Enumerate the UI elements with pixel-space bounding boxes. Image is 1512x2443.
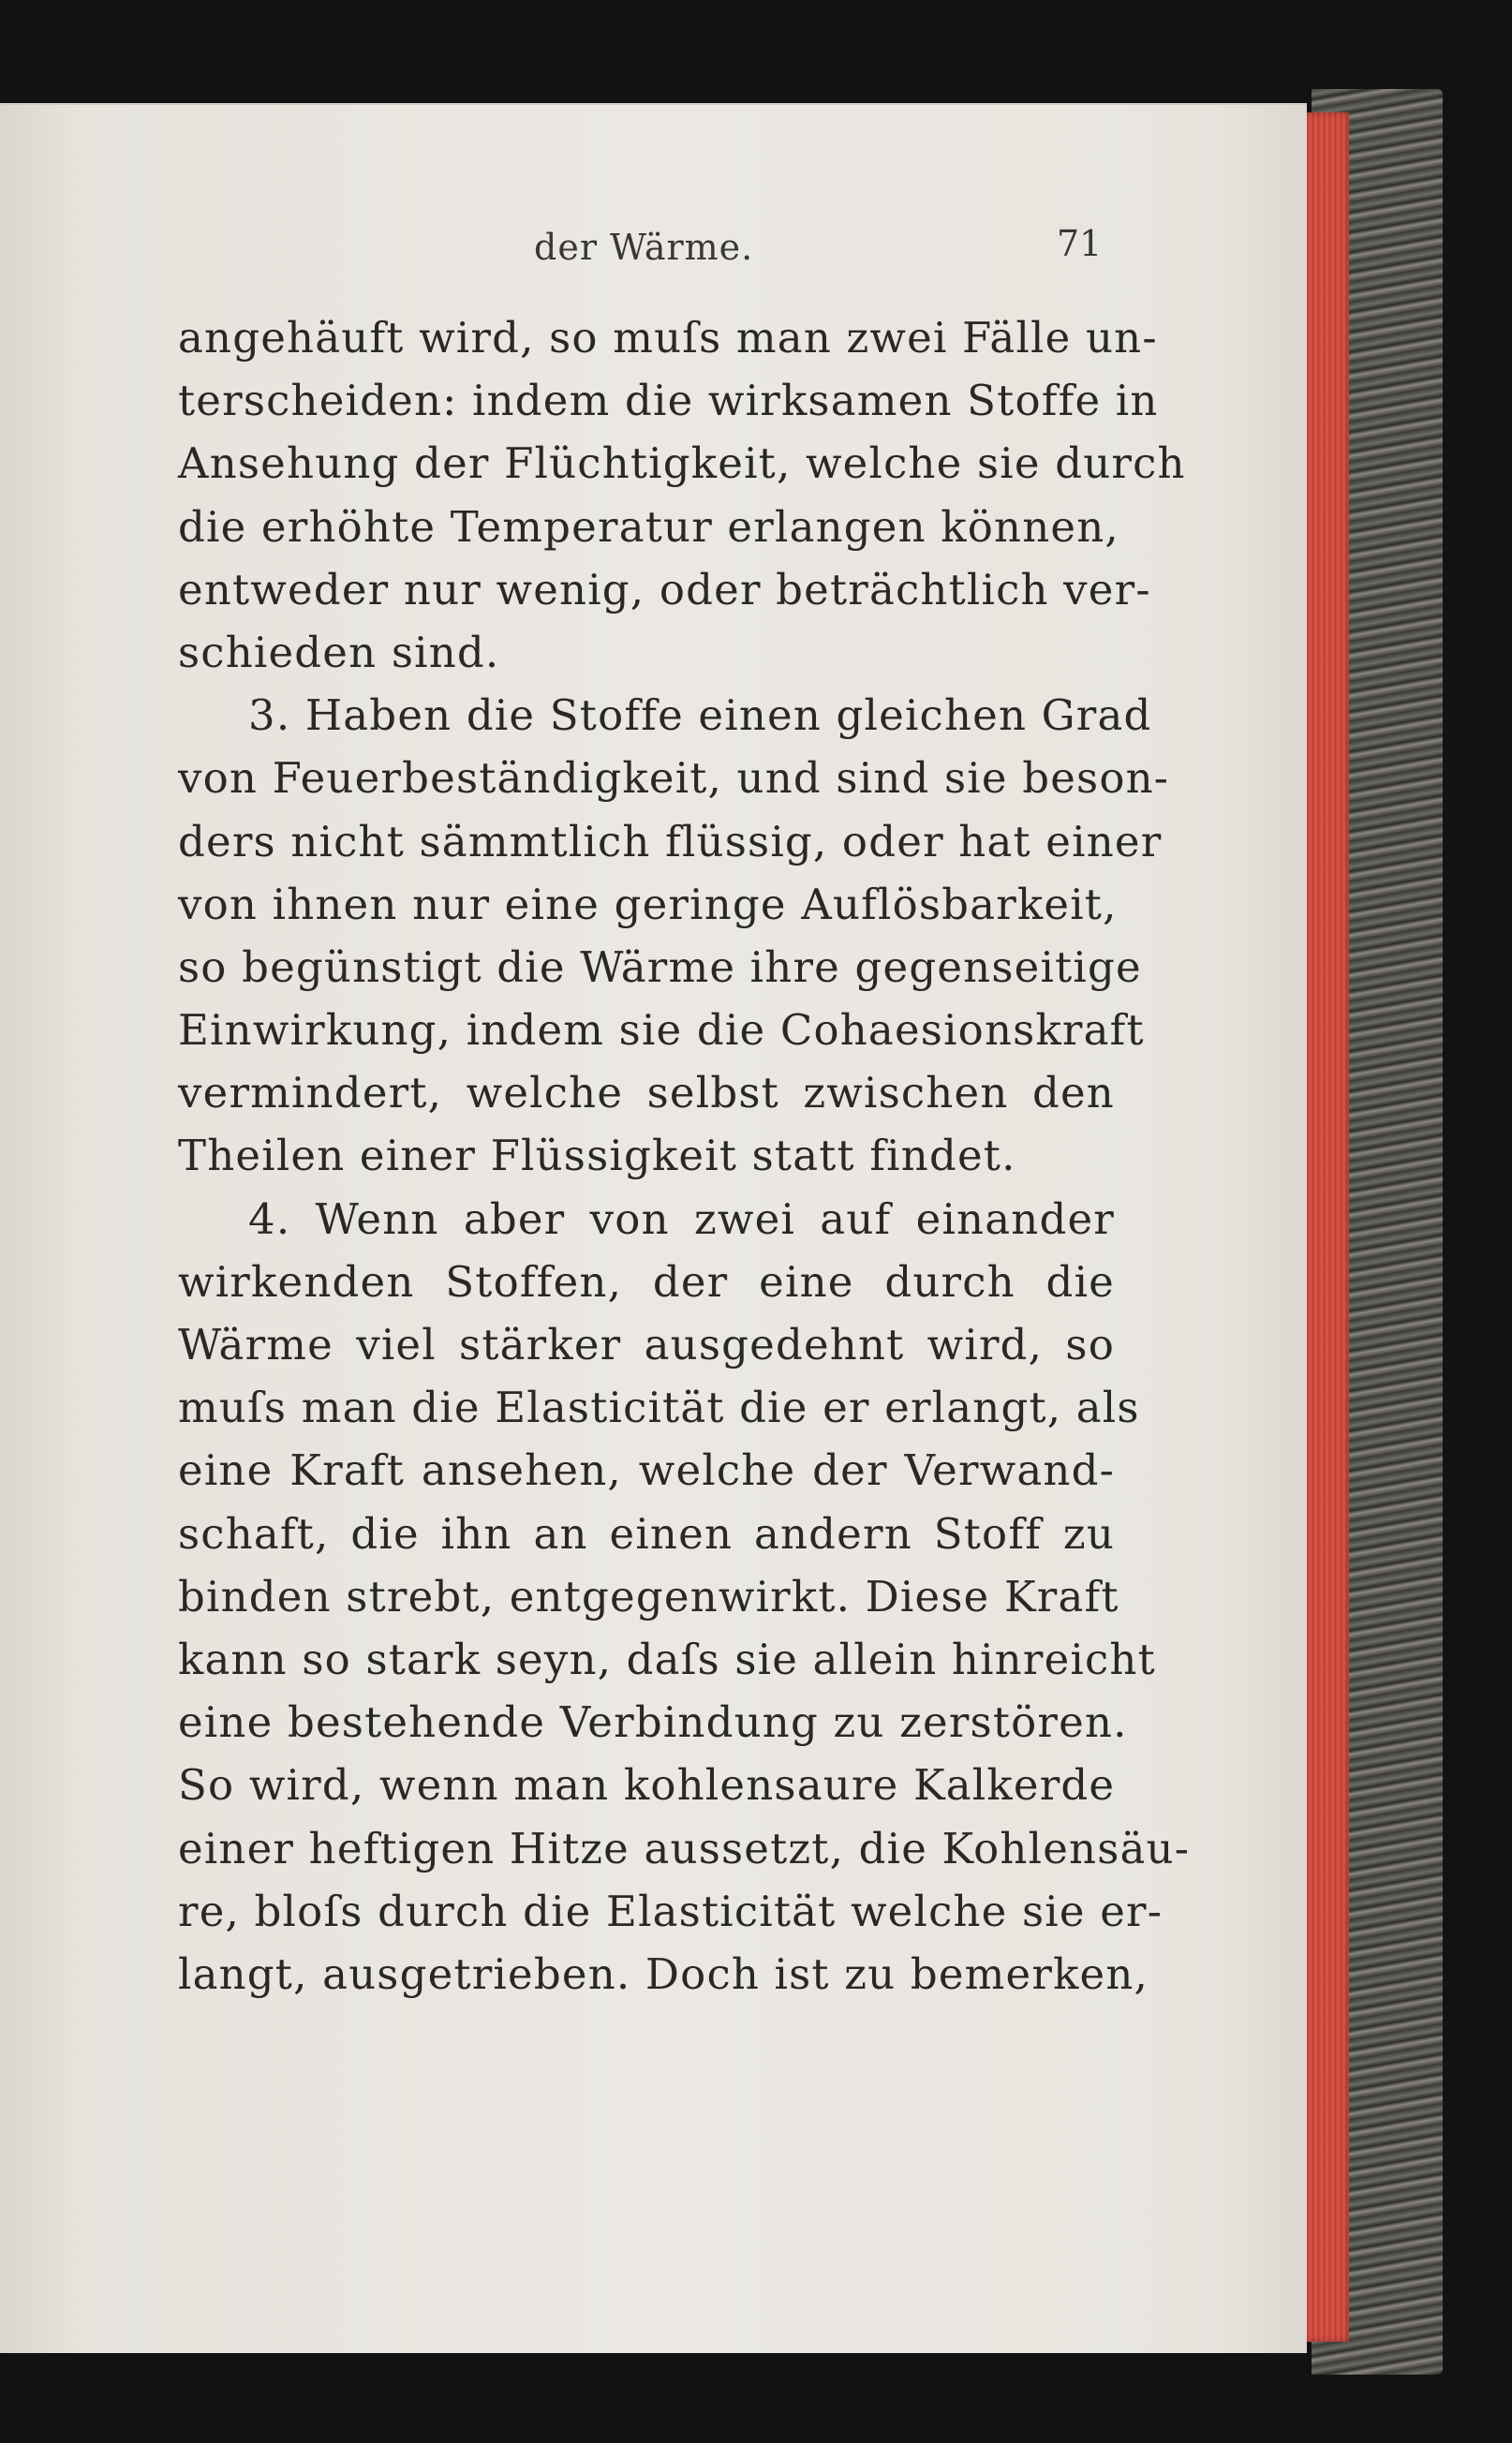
running-head: der Wärme.: [534, 227, 754, 268]
text-line: von ihnen nur eine geringe Auflösbarkeit,: [178, 879, 1118, 929]
text-line: binden strebt, entgegenwirkt. Diese Kraft: [178, 1571, 1119, 1621]
text-line: Einwirkung, indem sie die Cohaesionskraft: [178, 1005, 1145, 1056]
body-text: [178, 306, 1191, 2006]
text-line: muſs man die Elasticität die er erlangt, als: [178, 1383, 1140, 1433]
text-line: so begünstigt die Wärme ihre gegenseitige: [178, 941, 1142, 992]
text-line: einer heftigen Hitze aussetzt, die Kohlensäu-: [178, 1823, 1191, 1873]
text-line: schieden sind.: [178, 627, 500, 677]
text-line: Ansehung der Flüchtigkeit, welche sie durch: [178, 438, 1186, 489]
text-line: re, bloſs durch die Elasticität welche sie er-: [178, 1886, 1164, 1936]
page-number: 71: [1057, 223, 1103, 264]
text-line: entweder nur wenig, oder beträchtlich ver-: [178, 564, 1151, 614]
text-line: angehäuft wird, so muſs man zwei Fälle un-: [178, 313, 1158, 363]
text-line: von Feuerbeständigkeit, und sind sie beson-: [178, 753, 1170, 804]
page-header: [0, 223, 1307, 283]
text-line: langt, ausgetrieben. Doch ist zu bemerken,: [178, 1948, 1149, 1999]
text-line: kann so stark seyn, daſs sie allein hinreicht: [178, 1634, 1156, 1684]
text-line: terscheiden: indem die wirksamen Stoffe in: [178, 376, 1159, 426]
text-line: 4. Wenn aber von zwei auf einander: [248, 1193, 1115, 1244]
text-line: Theilen einer Flüssigkeit statt findet.: [178, 1131, 1016, 1181]
text-line: eine Kraft ansehen, welche der Verwand-: [178, 1445, 1115, 1496]
text-line: So wird, wenn man kohlensaure Kalkerde: [178, 1760, 1116, 1811]
text-line: Wärme viel stärker ausgedehnt wird, so: [178, 1320, 1115, 1370]
text-line: wirkenden Stoffen, der eine durch die: [178, 1256, 1115, 1307]
book-page: [0, 103, 1307, 2353]
text-line: schaft, die ihn an einen andern Stoff zu: [178, 1508, 1115, 1559]
text-line: eine bestehende Verbindung zu zerstören.: [178, 1697, 1128, 1748]
text-line: 3. Haben die Stoffe einen gleichen Grad: [248, 690, 1152, 741]
text-line: vermindert, welche selbst zwischen den: [178, 1068, 1115, 1118]
text-line: die erhöhte Temperatur erlangen können,: [178, 501, 1119, 552]
text-line: ders nicht sämmtlich flüssig, oder hat einer: [178, 816, 1163, 866]
